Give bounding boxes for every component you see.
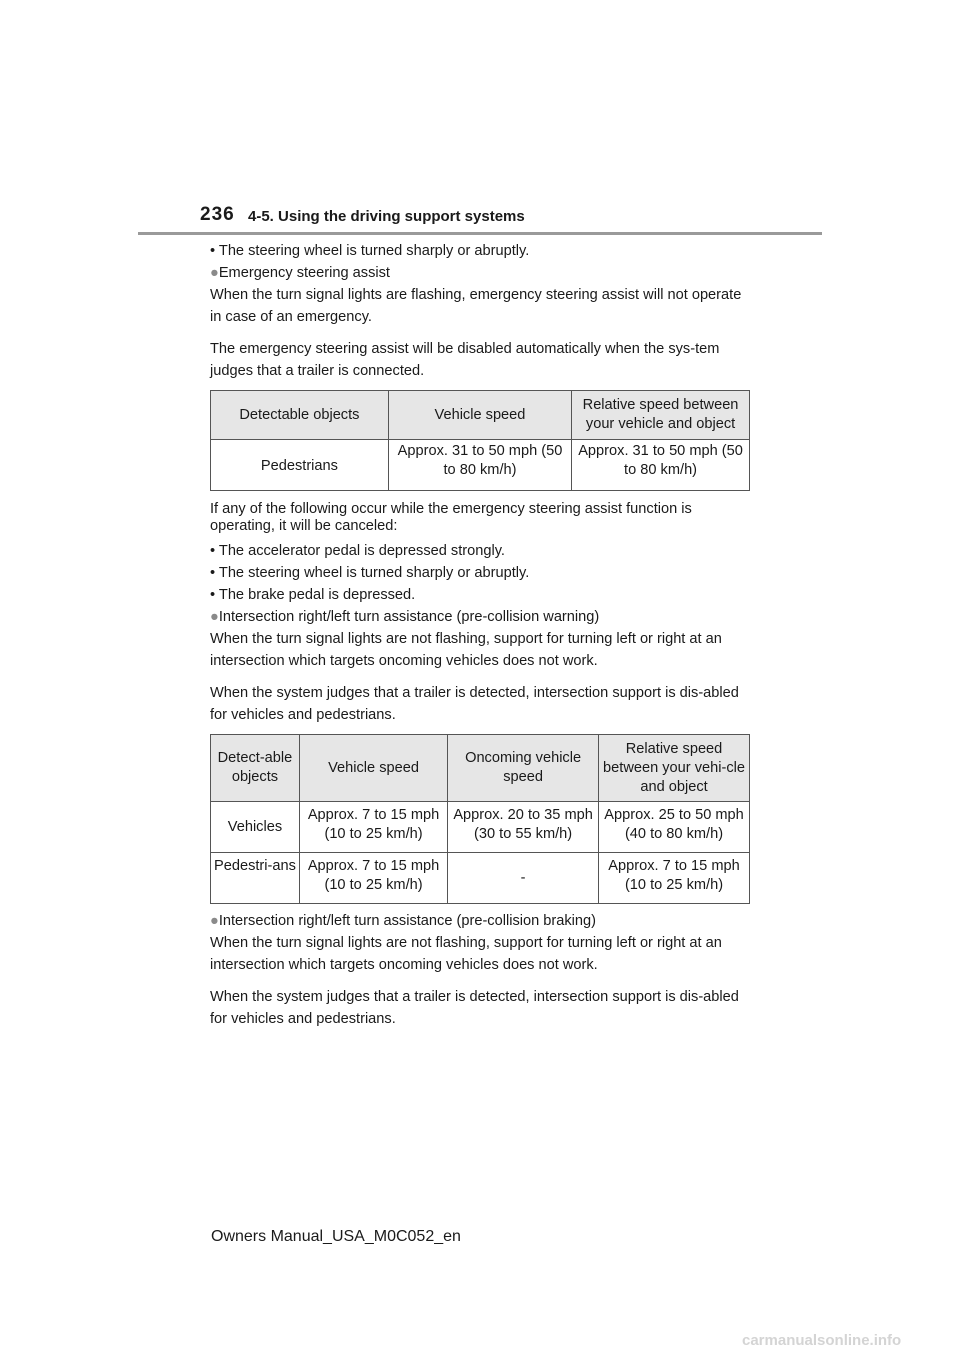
circle-bullet-icon: ● — [210, 609, 219, 625]
paragraph: When the turn signal lights are flashing, emergency steering assist will not operate in case of an emergency. — [210, 287, 742, 325]
table-header-row — [211, 391, 750, 440]
paragraph: When the turn signal lights are not flashing, support for turning left or right at an intersection which targets oncoming vehicles does not work. — [210, 631, 722, 669]
table-cell: Pedestrians — [211, 440, 389, 491]
table-header-row — [211, 735, 750, 802]
column-header: Oncoming vehicle speed — [448, 735, 599, 802]
page-header — [200, 200, 822, 236]
table-cell: Approx. 20 to 35 mph (30 to 55 km/h) — [448, 802, 599, 853]
section-title: 4-5. Using the driving support systems — [248, 208, 525, 225]
subheading-pre-collision-braking — [210, 910, 750, 932]
column-header: Detect-able objects — [211, 735, 300, 802]
table-row — [211, 853, 750, 904]
circle-bullet-icon: ● — [210, 913, 219, 929]
subheading-text: Intersection right/left turn assistance (pre-collision warning) — [218, 609, 600, 625]
table-cell: Vehicles — [211, 802, 300, 853]
subheading-text: Emergency steering assist — [218, 265, 390, 281]
subheading-emergency-steering — [210, 262, 750, 284]
column-header: Detectable objects — [211, 391, 389, 440]
column-header: Vehicle speed — [299, 735, 447, 802]
paragraph: When the system judges that a trailer is detected, intersection support is dis-abled for vehicles and pedestrians. — [210, 989, 739, 1027]
table-cell: Approx. 7 to 15 mph (10 to 25 km/h) — [299, 802, 447, 853]
table-cell: Approx. 7 to 15 mph (10 to 25 km/h) — [299, 853, 447, 904]
paragraph: The emergency steering assist will be disabled automatically when the sys-tem judges that a trailer is connected. — [210, 341, 720, 379]
table-cell: - — [448, 853, 599, 904]
table-cell: Approx. 31 to 50 mph (50 to 80 km/h) — [388, 440, 571, 491]
subheading-text: Intersection right/left turn assistance (pre-collision braking) — [218, 913, 596, 929]
list-item: • The brake pedal is depressed. — [210, 587, 416, 603]
subheading-pre-collision-warning — [210, 606, 750, 628]
emergency-steering-table — [210, 390, 750, 491]
column-header: Vehicle speed — [388, 391, 571, 440]
list-item: • The accelerator pedal is depressed strongly. — [210, 543, 505, 559]
intersection-warning-table — [210, 734, 750, 904]
column-header: Relative speed between your vehicle and object — [572, 391, 750, 440]
column-header: Relative speed between your vehi-cle and object — [599, 735, 750, 802]
table-cell: Approx. 25 to 50 mph (40 to 80 km/h) — [599, 802, 750, 853]
list-item: • The steering wheel is turned sharply or abruptly. — [210, 243, 530, 259]
footer-manual-id: Owners Manual_USA_M0C052_en — [211, 1228, 461, 1245]
paragraph: When the system judges that a trailer is detected, intersection support is dis-abled for vehicles and pedestrians. — [210, 685, 739, 723]
table-row — [211, 440, 750, 491]
circle-bullet-icon: ● — [210, 265, 219, 281]
watermark: carmanualsonline.info — [742, 1332, 902, 1349]
table-cell: Approx. 7 to 15 mph (10 to 25 km/h) — [599, 853, 750, 904]
table-cell: Pedestri-ans — [211, 853, 300, 904]
page-content — [210, 240, 750, 1030]
paragraph: When the turn signal lights are not flashing, support for turning left or right at an intersection which targets oncoming vehicles does not work. — [210, 935, 722, 973]
header-divider — [138, 232, 822, 235]
page-number: 236 — [200, 204, 235, 225]
paragraph: If any of the following occur while the emergency steering assist function is operating, it will be canceled: — [210, 501, 692, 534]
list-item: • The steering wheel is turned sharply or abruptly. — [210, 565, 530, 581]
table-cell: Approx. 31 to 50 mph (50 to 80 km/h) — [572, 440, 750, 491]
table-row — [211, 802, 750, 853]
